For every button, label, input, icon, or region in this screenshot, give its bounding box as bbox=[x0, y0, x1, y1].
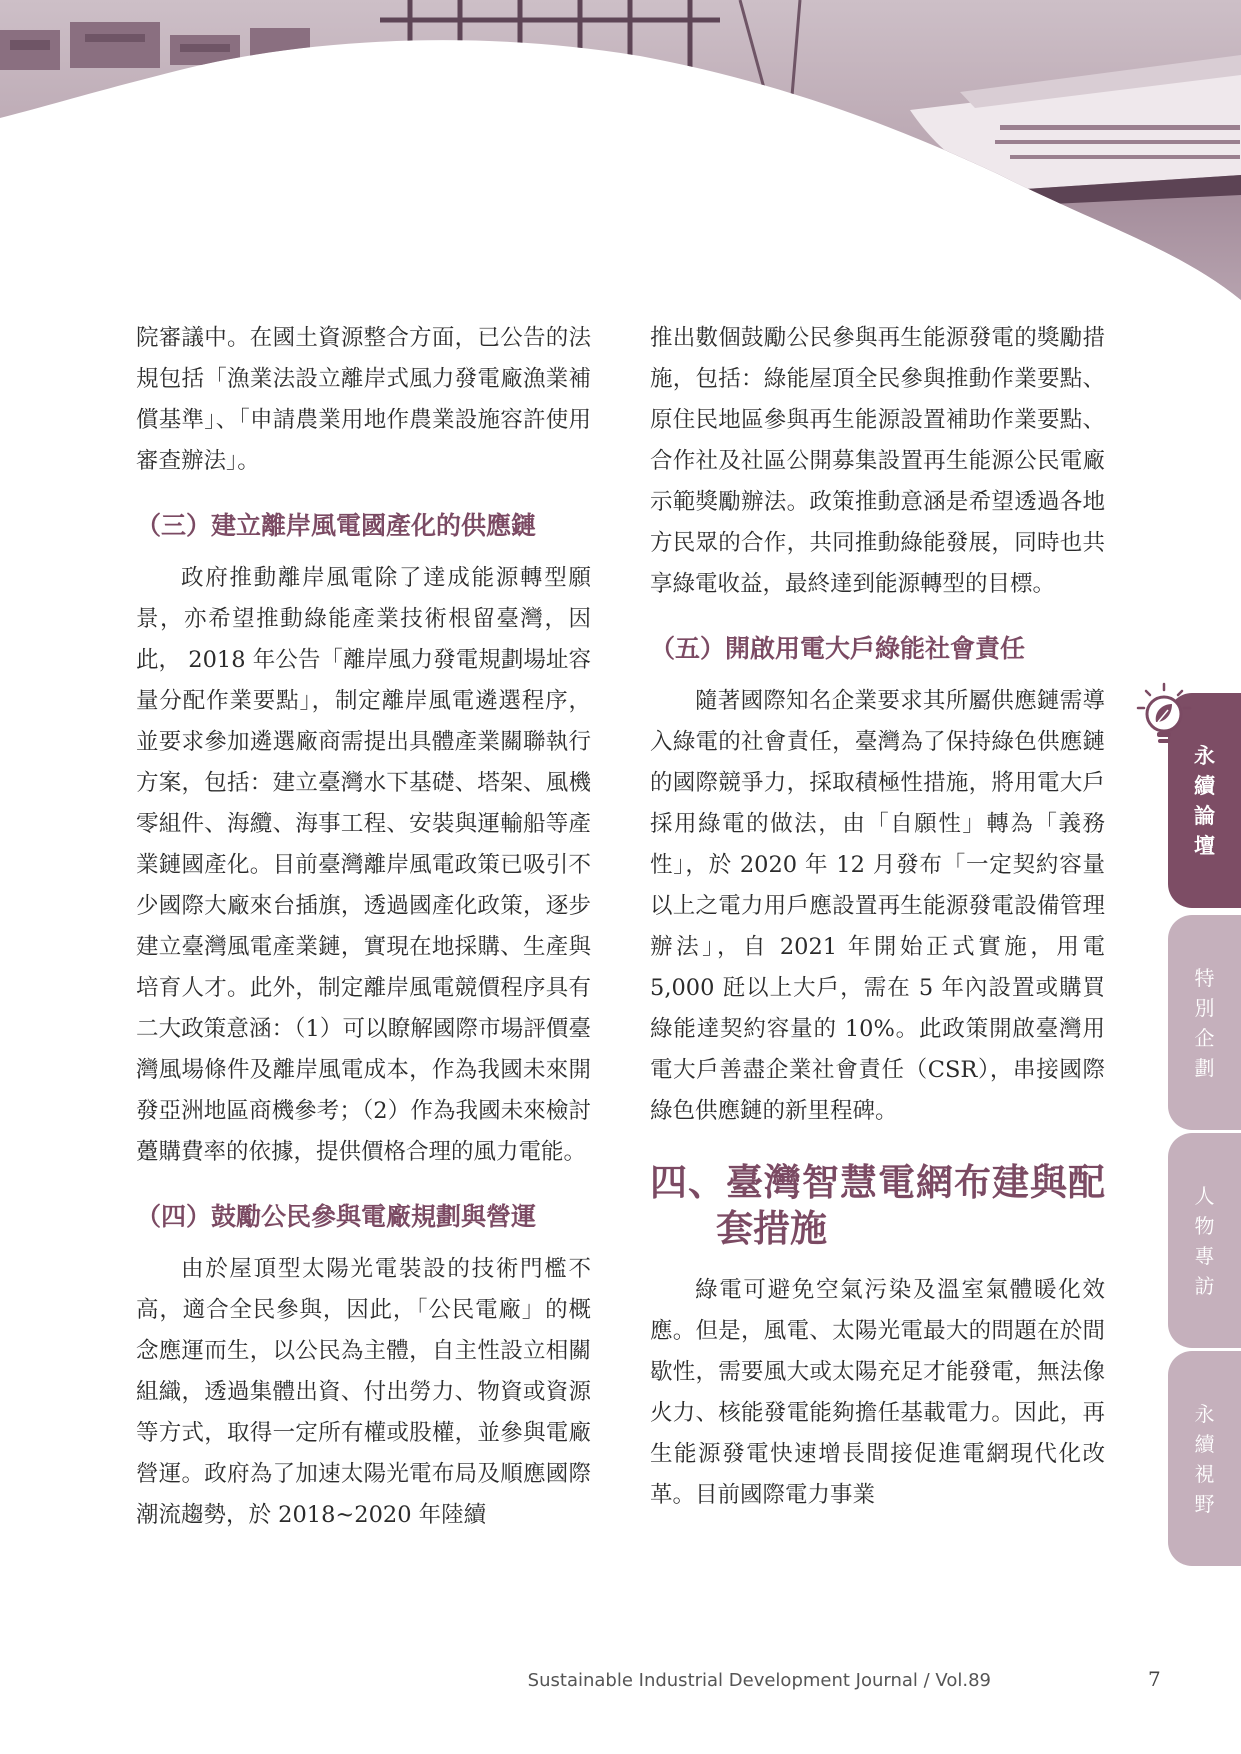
paragraph: 綠電可避免空氣污染及溫室氣體暖化效應。但是，風電、太陽光電最大的問題在於間歇性，需要風大或太陽充足才能發電，無法像火力、核能發電能夠擔任基載電力。因此，再生能源發電快速增長間接促進電網現代化改革。目前國際電力事業 bbox=[650, 1277, 1105, 1508]
tab-label: 特別企劃 bbox=[1194, 965, 1215, 1080]
paragraph: 隨著國際知名企業要求其所屬供應鏈需導入綠電的社會責任，臺灣為了保持綠色供應鏈的國際競爭力，採取積極性措施，將用電大戶採用綠電的做法，由「自願性」轉為「義務性」，於 2020 年 12 月發布「一定契約容量以上之電力用戶應設置再生能源發電設備管理辦法」，自 2021 年開始正式實施，用電 5,000 瓩以上大戶，需在 5 年內設置或購買綠能達契約容量的 10%。此政策開啟臺灣用電大戶善盡企業社會責任（CSR），串接國際綠色供應鏈的新里程碑。 bbox=[650, 688, 1105, 1124]
paragraph: 由於屋頂型太陽光電裝設的技術門檻不高，適合全民參與，因此，「公民電廠」的概念應運而生，以公民為主體，自主性設立相關組織，透過集體出資、付出勞力、物資或資源等方式，取得一定所有權或股權，並參與電廠營運。政府為了加速太陽光電布局及順應國際潮流趨勢，於 2018~2020 年陸續 bbox=[136, 1256, 591, 1528]
header-banner-image bbox=[0, 0, 1241, 310]
paragraph: 院審議中。在國土資源整合方面，已公告的法規包括「漁業法設立離岸式風力發電廠漁業補償基準」、「申請農業用地作農業設施容許使用審查辦法」。 bbox=[136, 325, 591, 474]
chapter-heading: 四、臺灣智慧電網布建與配套措施 bbox=[650, 1161, 1105, 1250]
tab-interview[interactable] bbox=[1168, 1133, 1241, 1348]
section-heading-3: （三）建立離岸風電國產化的供應鏈 bbox=[136, 511, 537, 540]
tab-label: 永續視野 bbox=[1194, 1401, 1215, 1516]
tab-special-feature[interactable] bbox=[1168, 915, 1241, 1130]
tab-sustainable-vision[interactable] bbox=[1168, 1351, 1241, 1566]
left-text-column bbox=[136, 318, 591, 1560]
page-number: 7 bbox=[1148, 1667, 1161, 1691]
right-text-column bbox=[650, 318, 1105, 1540]
tab-label: 人物專訪 bbox=[1194, 1183, 1215, 1298]
paragraph: 政府推動離岸風電除了達成能源轉型願景，亦希望推動綠能產業技術根留臺灣，因此， 2018 年公告「離岸風力發電規劃場址容量分配作業要點」，制定離岸風電遴選程序，並要求參加遴選廠商需提出具體產業關聯執行方案，包括：建立臺灣水下基礎、塔架、風機零組件、海纜、海事工程、安裝與運輸船等產業鏈國產化。目前臺灣離岸風電政策已吸引不少國際大廠來台插旗，透過國產化政策，逐步建立臺灣風電產業鏈，實現在地採購、生產與培育人才。此外，制定離岸風電競價程序具有二大政策意涵：（1）可以瞭解國際市場評價臺灣風場條件及離岸風電成本，作為我國未來開發亞洲地區商機參考；（2）作為我國未來檢討躉購費率的依據，提供價格合理的風力電能。 bbox=[136, 565, 591, 1165]
lightbulb-leaf-icon bbox=[1134, 682, 1200, 752]
paragraph: 推出數個鼓勵公民參與再生能源發電的獎勵措施，包括：綠能屋頂全民參與推動作業要點、原住民地區參與再生能源設置補助作業要點、合作社及社區公開募集設置再生能源公民電廠示範獎勵辦法。政策推動意涵是希望透過各地方民眾的合作，共同推動綠能發展，同時也共享綠電收益，最終達到能源轉型的目標。 bbox=[650, 325, 1105, 597]
tab-label: 永續論壇 bbox=[1194, 743, 1215, 858]
journal-footer: Sustainable Industrial Development Journal / Vol.89 bbox=[527, 1670, 991, 1691]
section-heading-4: （四）鼓勵公民參與電廠規劃與營運 bbox=[136, 1202, 537, 1231]
section-heading-5: （五）開啟用電大戶綠能社會責任 bbox=[650, 634, 1026, 663]
